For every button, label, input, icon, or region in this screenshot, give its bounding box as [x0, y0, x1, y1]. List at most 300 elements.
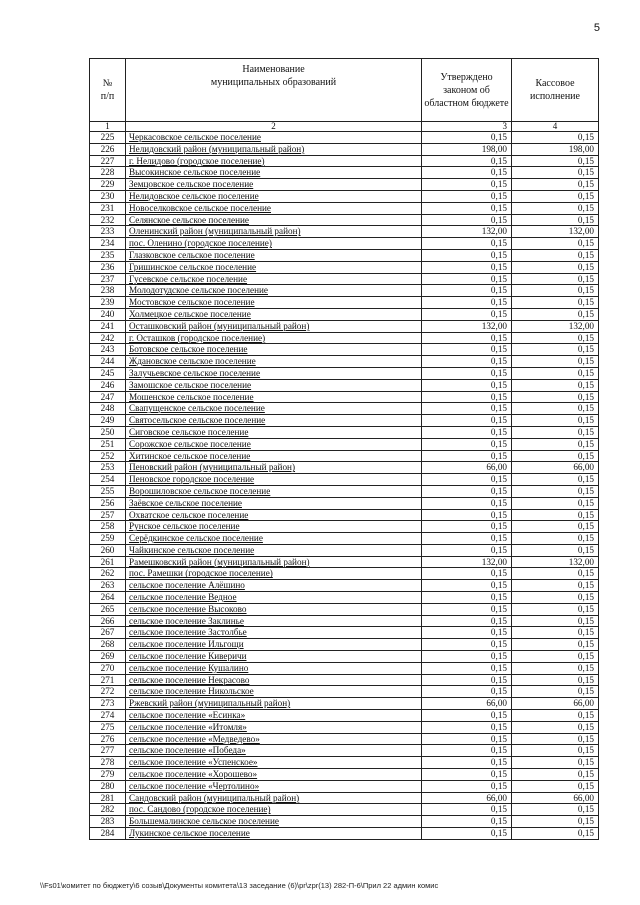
approved-amount: 0,15: [422, 155, 512, 167]
executed-amount: 0,15: [512, 710, 599, 722]
executed-amount: 0,15: [512, 603, 599, 615]
table-row: [90, 721, 599, 733]
table-row: [90, 592, 599, 604]
row-number: 283: [90, 816, 126, 828]
row-number: 232: [90, 214, 126, 226]
executed-amount: 0,15: [512, 132, 599, 144]
municipality-name: Святосельское сельское поселение: [126, 415, 422, 427]
table-row: [90, 426, 599, 438]
table-row: [90, 533, 599, 545]
executed-amount: 0,15: [512, 816, 599, 828]
executed-amount: 0,15: [512, 592, 599, 604]
municipality-name: Сиговское сельское поселение: [126, 426, 422, 438]
executed-amount: 198,00: [512, 143, 599, 155]
table-row: [90, 828, 599, 840]
row-number: 225: [90, 132, 126, 144]
table-row: [90, 544, 599, 556]
row-number: 274: [90, 710, 126, 722]
row-number: 238: [90, 285, 126, 297]
table-row: [90, 438, 599, 450]
table-row: [90, 651, 599, 663]
municipality-name: г. Нелидово (городское поселение): [126, 155, 422, 167]
table-row: [90, 485, 599, 497]
approved-amount: 0,15: [422, 202, 512, 214]
table-row: [90, 320, 599, 332]
executed-amount: 0,15: [512, 238, 599, 250]
municipality-name: сельское поселение «Есинка»: [126, 710, 422, 722]
approved-amount: 0,15: [422, 533, 512, 545]
row-number: 250: [90, 426, 126, 438]
row-number: 255: [90, 485, 126, 497]
table-row: [90, 143, 599, 155]
row-number: 272: [90, 686, 126, 698]
municipality-name: Залучьевское сельское поселение: [126, 367, 422, 379]
row-number: 231: [90, 202, 126, 214]
executed-amount: 0,15: [512, 190, 599, 202]
approved-amount: 0,15: [422, 438, 512, 450]
municipality-name: Гришинское сельское поселение: [126, 261, 422, 273]
approved-amount: 0,15: [422, 379, 512, 391]
municipality-name: сельское поселение Киверичи: [126, 651, 422, 663]
approved-amount: 0,15: [422, 757, 512, 769]
executed-amount: 0,15: [512, 438, 599, 450]
municipality-name: Рунское сельское поселение: [126, 521, 422, 533]
municipality-name: Земцовское сельское поселение: [126, 179, 422, 191]
table-row: [90, 249, 599, 261]
municipality-name: Высокинское сельское поселение: [126, 167, 422, 179]
approved-amount: 0,15: [422, 769, 512, 781]
table-row: [90, 603, 599, 615]
approved-amount: 0,15: [422, 132, 512, 144]
executed-amount: 0,15: [512, 828, 599, 840]
executed-amount: 0,15: [512, 568, 599, 580]
approved-amount: 0,15: [422, 179, 512, 191]
executed-amount: 0,15: [512, 344, 599, 356]
approved-amount: 0,15: [422, 273, 512, 285]
row-number: 251: [90, 438, 126, 450]
column-number: 1: [90, 122, 126, 132]
table-row: [90, 509, 599, 521]
approved-amount: 0,15: [422, 651, 512, 663]
row-number: 228: [90, 167, 126, 179]
column-number: 3: [422, 122, 512, 132]
row-number: 246: [90, 379, 126, 391]
executed-amount: 132,00: [512, 320, 599, 332]
approved-amount: 0,15: [422, 356, 512, 368]
executed-amount: 0,15: [512, 379, 599, 391]
table-row: [90, 190, 599, 202]
municipality-name: Большемалинское сельское поселение: [126, 816, 422, 828]
table-row: [90, 556, 599, 568]
municipality-name: Охватское сельское поселение: [126, 509, 422, 521]
row-number: 241: [90, 320, 126, 332]
row-number: 253: [90, 462, 126, 474]
municipality-name: Свапущенское сельское поселение: [126, 403, 422, 415]
table-row: [90, 769, 599, 781]
municipality-name: сельское поселение Ведное: [126, 592, 422, 604]
approved-amount: 0,15: [422, 391, 512, 403]
municipality-name: Чайкинское сельское поселение: [126, 544, 422, 556]
approved-amount: 0,15: [422, 603, 512, 615]
municipality-name: г. Осташков (городское поселение): [126, 332, 422, 344]
executed-amount: 0,15: [512, 639, 599, 651]
executed-amount: 0,15: [512, 804, 599, 816]
approved-amount: 0,15: [422, 450, 512, 462]
table-row: [90, 698, 599, 710]
approved-amount: 0,15: [422, 509, 512, 521]
table-row: [90, 308, 599, 320]
row-number: 267: [90, 627, 126, 639]
approved-amount: 0,15: [422, 686, 512, 698]
municipality-name: Пеновское городское поселение: [126, 474, 422, 486]
approved-amount: 0,15: [422, 592, 512, 604]
table-row: [90, 792, 599, 804]
municipality-name: Ржевский район (муниципальный район): [126, 698, 422, 710]
table-row: [90, 356, 599, 368]
table-row: [90, 474, 599, 486]
municipality-name: сельское поселение Высоково: [126, 603, 422, 615]
executed-amount: 0,15: [512, 285, 599, 297]
table-row: [90, 674, 599, 686]
municipality-name: сельское поселение Застолбье: [126, 627, 422, 639]
municipality-name: Ботовское сельское поселение: [126, 344, 422, 356]
approved-amount: 66,00: [422, 792, 512, 804]
table-row: [90, 627, 599, 639]
table-row: [90, 297, 599, 309]
row-number: 276: [90, 733, 126, 745]
approved-amount: 0,15: [422, 804, 512, 816]
table-row: [90, 710, 599, 722]
municipality-name: сельское поселение «Итомля»: [126, 721, 422, 733]
executed-amount: 0,15: [512, 155, 599, 167]
row-number: 226: [90, 143, 126, 155]
executed-amount: 0,15: [512, 426, 599, 438]
row-number: 230: [90, 190, 126, 202]
approved-amount: 66,00: [422, 462, 512, 474]
column-number: 2: [126, 122, 422, 132]
municipality-name: сельское поселение Кушалино: [126, 662, 422, 674]
approved-amount: 0,15: [422, 403, 512, 415]
municipality-name: Осташковский район (муниципальный район): [126, 320, 422, 332]
approved-amount: 0,15: [422, 745, 512, 757]
executed-amount: 0,15: [512, 497, 599, 509]
executed-amount: 0,15: [512, 674, 599, 686]
table-row: [90, 733, 599, 745]
row-number: 243: [90, 344, 126, 356]
executed-amount: 132,00: [512, 556, 599, 568]
executed-amount: 0,15: [512, 214, 599, 226]
approved-amount: 132,00: [422, 556, 512, 568]
table-row: [90, 167, 599, 179]
header-num: № п/п: [90, 59, 126, 122]
municipality-name: сельское поселение «Медведево»: [126, 733, 422, 745]
row-number: 252: [90, 450, 126, 462]
executed-amount: 0,15: [512, 662, 599, 674]
approved-amount: 0,15: [422, 297, 512, 309]
row-number: 266: [90, 615, 126, 627]
table-row: [90, 568, 599, 580]
approved-amount: 0,15: [422, 426, 512, 438]
row-number: 268: [90, 639, 126, 651]
row-number: 237: [90, 273, 126, 285]
row-number: 282: [90, 804, 126, 816]
row-number: 240: [90, 308, 126, 320]
municipality-name: Пеновский район (муниципальный район): [126, 462, 422, 474]
row-number: 281: [90, 792, 126, 804]
approved-amount: 0,15: [422, 710, 512, 722]
approved-amount: 0,15: [422, 190, 512, 202]
approved-amount: 0,15: [422, 285, 512, 297]
municipality-name: Мостовское сельское поселение: [126, 297, 422, 309]
approved-amount: 0,15: [422, 580, 512, 592]
row-number: 244: [90, 356, 126, 368]
municipality-name: Сандовский район (муниципальный район): [126, 792, 422, 804]
municipality-name: Мошенское сельское поселение: [126, 391, 422, 403]
municipality-name: Серёдкинское сельское поселение: [126, 533, 422, 545]
municipality-name: Оленинский район (муниципальный район): [126, 226, 422, 238]
municipality-name: сельское поселение «Чертолино»: [126, 780, 422, 792]
municipality-name: Гусевское сельское поселение: [126, 273, 422, 285]
table-row: [90, 261, 599, 273]
municipality-name: сельское поселение Алёшино: [126, 580, 422, 592]
municipality-name: Рамешковский район (муниципальный район): [126, 556, 422, 568]
executed-amount: 0,15: [512, 780, 599, 792]
approved-amount: 0,15: [422, 167, 512, 179]
table-row: [90, 462, 599, 474]
municipality-name: сельское поселение Ильгощи: [126, 639, 422, 651]
executed-amount: 0,15: [512, 721, 599, 733]
approved-amount: 0,15: [422, 332, 512, 344]
approved-amount: 0,15: [422, 214, 512, 226]
row-number: 273: [90, 698, 126, 710]
row-number: 235: [90, 249, 126, 261]
approved-amount: 0,15: [422, 544, 512, 556]
approved-amount: 0,15: [422, 816, 512, 828]
approved-amount: 0,15: [422, 828, 512, 840]
approved-amount: 132,00: [422, 320, 512, 332]
executed-amount: 0,15: [512, 261, 599, 273]
municipality-name: Заёвское сельское поселение: [126, 497, 422, 509]
row-number: 227: [90, 155, 126, 167]
executed-amount: 66,00: [512, 698, 599, 710]
municipality-name: Холмецкое сельское поселение: [126, 308, 422, 320]
table-row: [90, 521, 599, 533]
executed-amount: 0,15: [512, 179, 599, 191]
executed-amount: 0,15: [512, 403, 599, 415]
table-row: [90, 155, 599, 167]
row-number: 264: [90, 592, 126, 604]
executed-amount: 0,15: [512, 533, 599, 545]
municipality-name: Замошское сельское поселение: [126, 379, 422, 391]
municipality-name: сельское поселение Никольское: [126, 686, 422, 698]
municipality-name: сельское поселение «Победа»: [126, 745, 422, 757]
approved-amount: 0,15: [422, 639, 512, 651]
row-number: 260: [90, 544, 126, 556]
header-approved: Утверждено законом об областном бюджете: [422, 59, 512, 122]
table-row: [90, 379, 599, 391]
row-number: 247: [90, 391, 126, 403]
row-number: 257: [90, 509, 126, 521]
executed-amount: 0,15: [512, 651, 599, 663]
row-number: 256: [90, 497, 126, 509]
page-number: 5: [593, 22, 600, 34]
executed-amount: 0,15: [512, 509, 599, 521]
approved-amount: 0,15: [422, 308, 512, 320]
municipality-name: Селянское сельское поселение: [126, 214, 422, 226]
executed-amount: 0,15: [512, 356, 599, 368]
municipality-name: пос. Рамешки (городское поселение): [126, 568, 422, 580]
row-number: 259: [90, 533, 126, 545]
table-row: [90, 238, 599, 250]
executed-amount: 0,15: [512, 249, 599, 261]
executed-amount: 0,15: [512, 474, 599, 486]
row-number: 265: [90, 603, 126, 615]
row-number: 280: [90, 780, 126, 792]
executed-amount: 0,15: [512, 415, 599, 427]
row-number: 229: [90, 179, 126, 191]
row-number: 236: [90, 261, 126, 273]
row-number: 262: [90, 568, 126, 580]
table-row: [90, 179, 599, 191]
executed-amount: 0,15: [512, 297, 599, 309]
municipality-name: Сорожское сельское поселение: [126, 438, 422, 450]
table-row: [90, 226, 599, 238]
row-number: 271: [90, 674, 126, 686]
executed-amount: 0,15: [512, 615, 599, 627]
municipality-name: Черкасовское сельское поселение: [126, 132, 422, 144]
executed-amount: 0,15: [512, 627, 599, 639]
approved-amount: 0,15: [422, 367, 512, 379]
approved-amount: 0,15: [422, 474, 512, 486]
approved-amount: 0,15: [422, 627, 512, 639]
table-row: [90, 745, 599, 757]
approved-amount: 0,15: [422, 733, 512, 745]
executed-amount: 0,15: [512, 367, 599, 379]
approved-amount: 0,15: [422, 521, 512, 533]
municipality-name: Нелидовский район (муниципальный район): [126, 143, 422, 155]
municipality-name: сельское поселение Некрасово: [126, 674, 422, 686]
table-row: [90, 615, 599, 627]
municipality-name: пос. Сандово (городское поселение): [126, 804, 422, 816]
row-number: 254: [90, 474, 126, 486]
table-row: [90, 662, 599, 674]
row-number: 275: [90, 721, 126, 733]
approved-amount: 0,15: [422, 249, 512, 261]
approved-amount: 0,15: [422, 485, 512, 497]
executed-amount: 0,15: [512, 273, 599, 285]
table-row: [90, 273, 599, 285]
executed-amount: 66,00: [512, 792, 599, 804]
executed-amount: 0,15: [512, 769, 599, 781]
file-path-footer: \\Fs01\комитет по бюджету\6 созыв\Документы комитета\13 заседание (6)\pr\zpr(13) 282-П-6\Прил 22 админ комис: [40, 881, 439, 890]
municipality-name: Молодотудское сельское поселение: [126, 285, 422, 297]
table-row: [90, 132, 599, 144]
municipality-name: сельское поселение «Хорошево»: [126, 769, 422, 781]
approved-amount: 0,15: [422, 415, 512, 427]
header-name: Наименование муниципальных образований: [126, 59, 422, 122]
table-row: [90, 686, 599, 698]
executed-amount: 0,15: [512, 202, 599, 214]
executed-amount: 0,15: [512, 544, 599, 556]
budget-table: [89, 58, 599, 840]
table-row: [90, 403, 599, 415]
executed-amount: 0,15: [512, 521, 599, 533]
approved-amount: 0,15: [422, 497, 512, 509]
table-row: [90, 344, 599, 356]
approved-amount: 0,15: [422, 344, 512, 356]
executed-amount: 0,15: [512, 757, 599, 769]
row-number: 261: [90, 556, 126, 568]
table-header-row: [90, 59, 599, 122]
column-number-row: [90, 122, 599, 132]
approved-amount: 198,00: [422, 143, 512, 155]
executed-amount: 66,00: [512, 462, 599, 474]
municipality-name: Ворошиловское сельское поселение: [126, 485, 422, 497]
row-number: 269: [90, 651, 126, 663]
approved-amount: 66,00: [422, 698, 512, 710]
executed-amount: 0,15: [512, 686, 599, 698]
municipality-name: пос. Оленино (городское поселение): [126, 238, 422, 250]
approved-amount: 0,15: [422, 662, 512, 674]
approved-amount: 0,15: [422, 780, 512, 792]
table-row: [90, 780, 599, 792]
approved-amount: 0,15: [422, 238, 512, 250]
row-number: 279: [90, 769, 126, 781]
row-number: 234: [90, 238, 126, 250]
table-row: [90, 415, 599, 427]
municipality-name: Ждановское сельское поселение: [126, 356, 422, 368]
executed-amount: 0,15: [512, 745, 599, 757]
column-number: 4: [512, 122, 599, 132]
approved-amount: 0,15: [422, 721, 512, 733]
approved-amount: 0,15: [422, 674, 512, 686]
municipality-name: Глазковское сельское поселение: [126, 249, 422, 261]
row-number: 249: [90, 415, 126, 427]
row-number: 248: [90, 403, 126, 415]
municipality-name: Нелидовское сельское поселение: [126, 190, 422, 202]
table-row: [90, 202, 599, 214]
municipality-name: Новоселковское сельское поселение: [126, 202, 422, 214]
executed-amount: 0,15: [512, 332, 599, 344]
row-number: 270: [90, 662, 126, 674]
municipality-name: сельское поселение «Успенское»: [126, 757, 422, 769]
executed-amount: 0,15: [512, 167, 599, 179]
row-number: 263: [90, 580, 126, 592]
row-number: 278: [90, 757, 126, 769]
approved-amount: 0,15: [422, 615, 512, 627]
executed-amount: 0,15: [512, 450, 599, 462]
table-row: [90, 214, 599, 226]
row-number: 242: [90, 332, 126, 344]
row-number: 284: [90, 828, 126, 840]
executed-amount: 0,15: [512, 580, 599, 592]
executed-amount: 0,15: [512, 391, 599, 403]
executed-amount: 0,15: [512, 485, 599, 497]
executed-amount: 0,15: [512, 308, 599, 320]
table-row: [90, 580, 599, 592]
row-number: 245: [90, 367, 126, 379]
table-row: [90, 332, 599, 344]
table-row: [90, 367, 599, 379]
row-number: 277: [90, 745, 126, 757]
municipality-name: Хитинское сельское поселение: [126, 450, 422, 462]
table-row: [90, 391, 599, 403]
row-number: 233: [90, 226, 126, 238]
executed-amount: 132,00: [512, 226, 599, 238]
municipality-name: Лукинское сельское поселение: [126, 828, 422, 840]
approved-amount: 0,15: [422, 568, 512, 580]
table-row: [90, 804, 599, 816]
